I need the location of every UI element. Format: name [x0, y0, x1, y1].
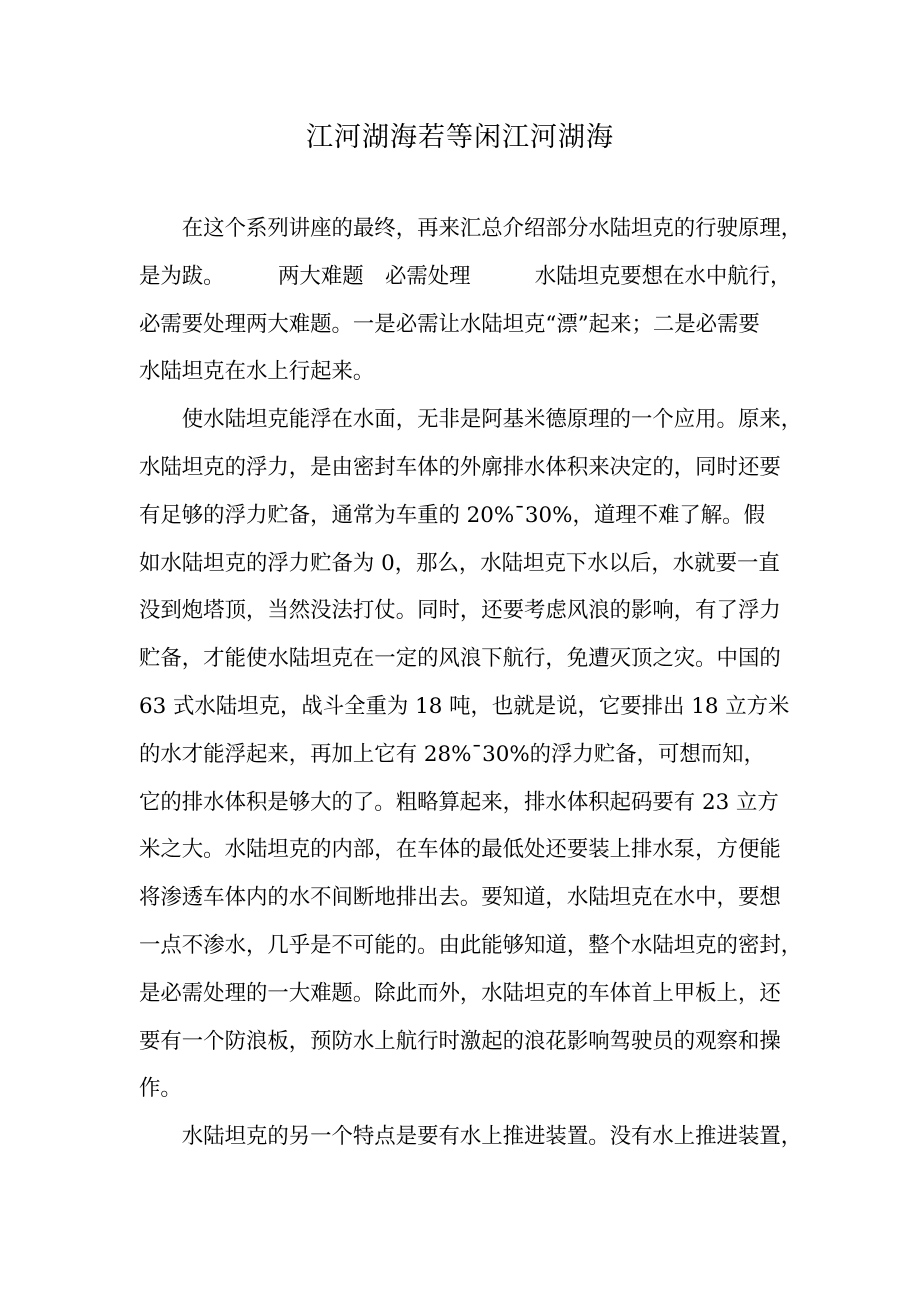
text-line: 如水陆坦克的浮力贮备为 0，那么，水陆坦克下水以后，水就要一直 — [139, 550, 780, 576]
text-line: 水陆坦克的另一个特点是要有水上推进装置。没有水上推进装置， — [139, 1124, 803, 1150]
document-title: 江河湖海若等闲江河湖海 — [306, 122, 614, 153]
text-line: 必需要处理两大难题。一是必需让水陆坦克“漂”起来；二是必需要 — [139, 311, 760, 337]
text-line: 它的排水体积是够大的了。粗略算起来，排水体积起码要有 23 立方 — [139, 789, 779, 815]
text-line: 要有一个防浪板，预防水上航行时激起的浪花影响驾驶员的观察和操 — [139, 1028, 781, 1054]
text-line: 有足够的浮力贮备，通常为车重的 20%¯30%，道理不难了解。假 — [139, 502, 765, 528]
text-line: 将渗透车体内的水不间断地排出去。要知道，水陆坦克在水中，要想 — [139, 885, 781, 911]
text-line: 作。 — [139, 1076, 182, 1102]
text-line: 63 式水陆坦克，战斗全重为 18 吨，也就是说，它要排出 18 立方米 — [139, 693, 790, 719]
text-line: 是必需处理的一大难题。除此而外，水陆坦克的车体首上甲板上，还 — [139, 980, 781, 1006]
text-line: 没到炮塔顶，当然没法打仗。同时，还要考虑风浪的影响，有了浮力 — [139, 598, 781, 624]
text-line: 贮备，才能使水陆坦克在一定的风浪下航行，免遭灭顶之灾。中国的 — [139, 646, 781, 672]
text-line: 是为跋。 两大难题 必需处理 水陆坦克要想在水中航行， — [139, 263, 792, 289]
text-line: 一点不渗水，几乎是不可能的。由此能够知道，整个水陆坦克的密封， — [139, 932, 803, 958]
text-line: 米之大。水陆坦克的内部，在车体的最低处还要装上排水泵，方便能 — [139, 837, 781, 863]
text-line: 在这个系列讲座的最终，再来汇总介绍部分水陆坦克的行驶原理， — [139, 216, 803, 241]
text-line: 的水才能浮起来，再加上它有 28%¯30%的浮力贮备，可想而知， — [139, 741, 765, 767]
document-body — [139, 214, 803, 1170]
text-line: 水陆坦克的浮力，是由密封车体的外廓排水体积来决定的，同时还要 — [139, 454, 781, 480]
text-line: 使水陆坦克能浮在水面，无非是阿基米德原理的一个应用。原来， — [139, 407, 803, 433]
text-line: 水陆坦克在水上行起来。 — [139, 359, 375, 385]
